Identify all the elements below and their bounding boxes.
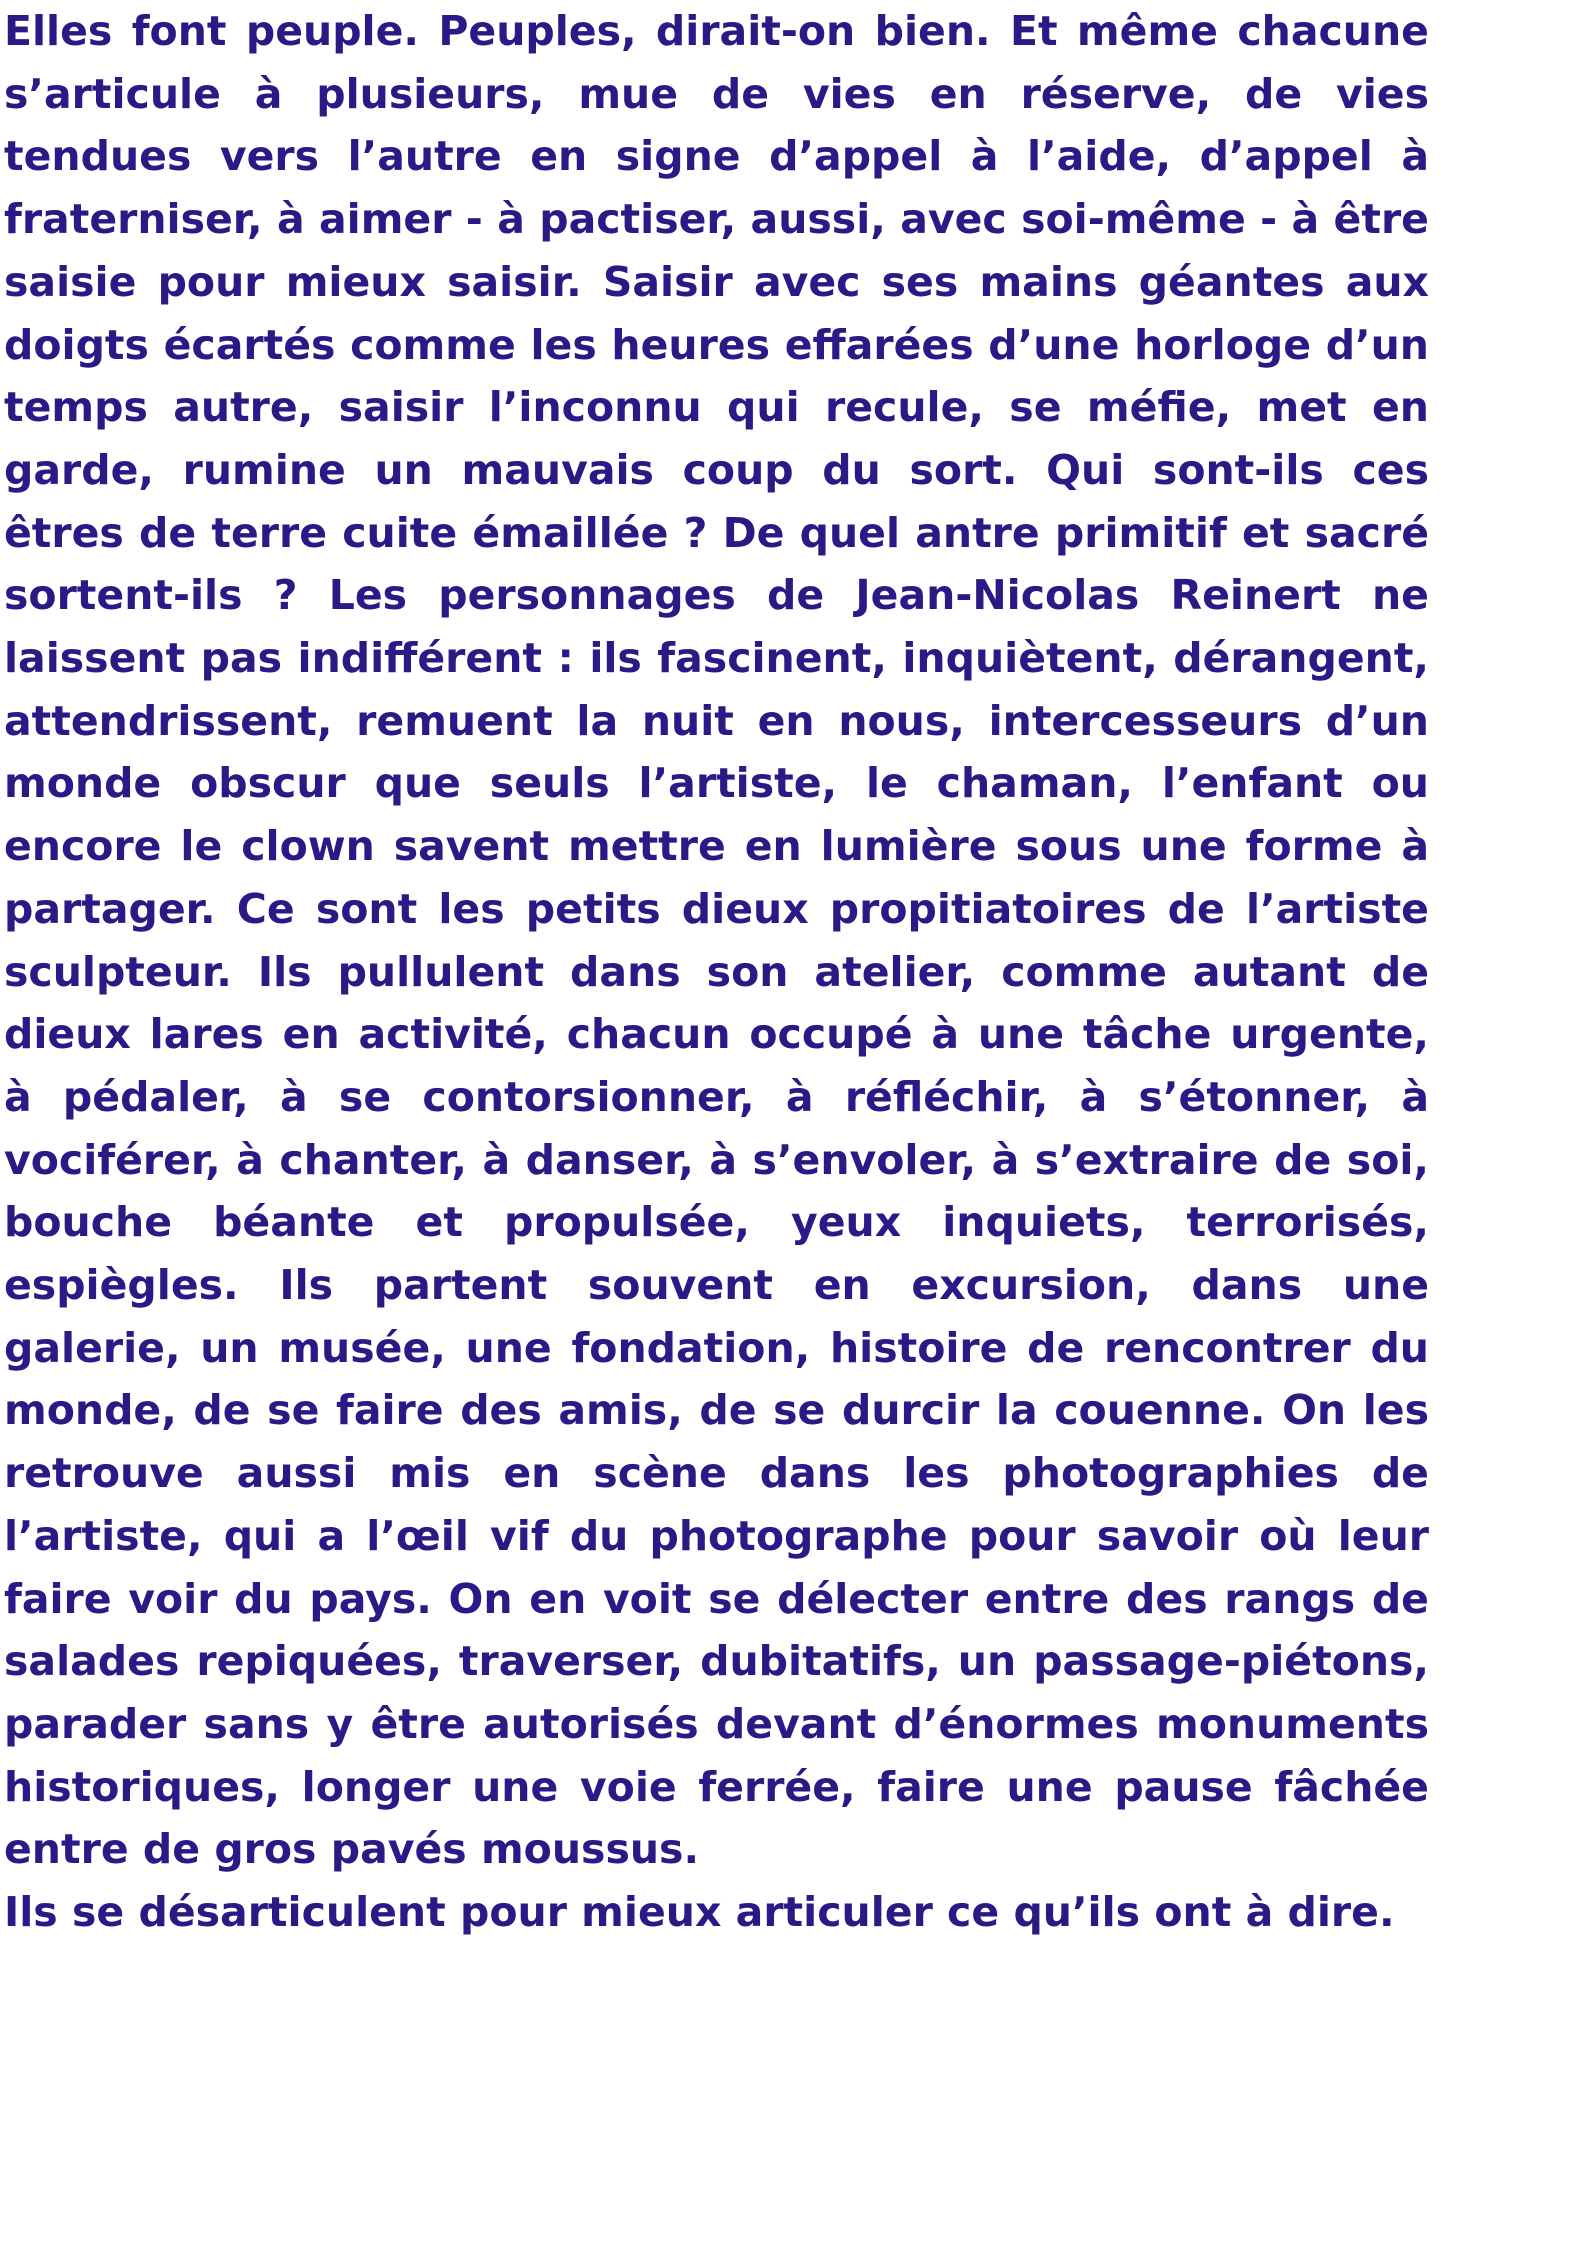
body-text bbox=[4, 0, 1429, 1944]
paragraph-main: Elles font peuple. Peuples, dirait-on bien. Et même chacune s’articule à plusieurs, mue de vies en réserve, de vies tendues vers l’autre en signe d’appel à l’aide, d’appel à fraterniser, à aimer - à pactiser, aussi, avec soi-même - à être saisie pour mieux saisir. Saisir avec ses mains géantes aux doigts écartés comme les heures effarées d’une horloge d’un temps autre, saisir l’inconnu qui recule, se méfie, met en garde, rumine un mauvais coup du sort. Qui sont-ils ces êtres de terre cuite émaillée ? De quel antre primitif et sacré sortent-ils ? Les personnages de Jean-Nicolas Reinert ne laissent pas indifférent : ils fascinent, inquiètent, dérangent, attendrissent, remuent la nuit en nous, intercesseurs d’un monde obscur que seuls l’artiste, le chaman, l’enfant ou encore le clown savent mettre en lumière sous une forme à partager. Ce sont les petits dieux propitiatoires de l’artiste sculpteur. Ils pullulent dans son atelier, comme autant de dieux lares en activité, chacun occupé à une tâche urgente, à pédaler, à se contorsionner, à réfléchir, à s’étonner, à vociférer, à chanter, à danser, à s’envoler, à s’extraire de soi, bouche béante et propulsée, yeux inquiets, terrorisés, espiègles. Ils partent souvent en excursion, dans une galerie, un musée, une fondation, histoire de rencontrer du monde, de se faire des amis, de se durcir la couenne. On les retrouve aussi mis en scène dans les photographies de l’artiste, qui a l’œil vif du photographe pour savoir où leur faire voir du pays. On en voit se délecter entre des rangs de salades repiquées, traverser, dubitatifs, un passage-piétons, parader sans y être autorisés devant d’énormes monuments historiques, longer une voie ferrée, faire une pause fâchée entre de gros pavés moussus. bbox=[4, 7, 1429, 1874]
paragraph-closing: Ils se désarticulent pour mieux articuler ce qu’ils ont à dire. bbox=[4, 1888, 1395, 1937]
